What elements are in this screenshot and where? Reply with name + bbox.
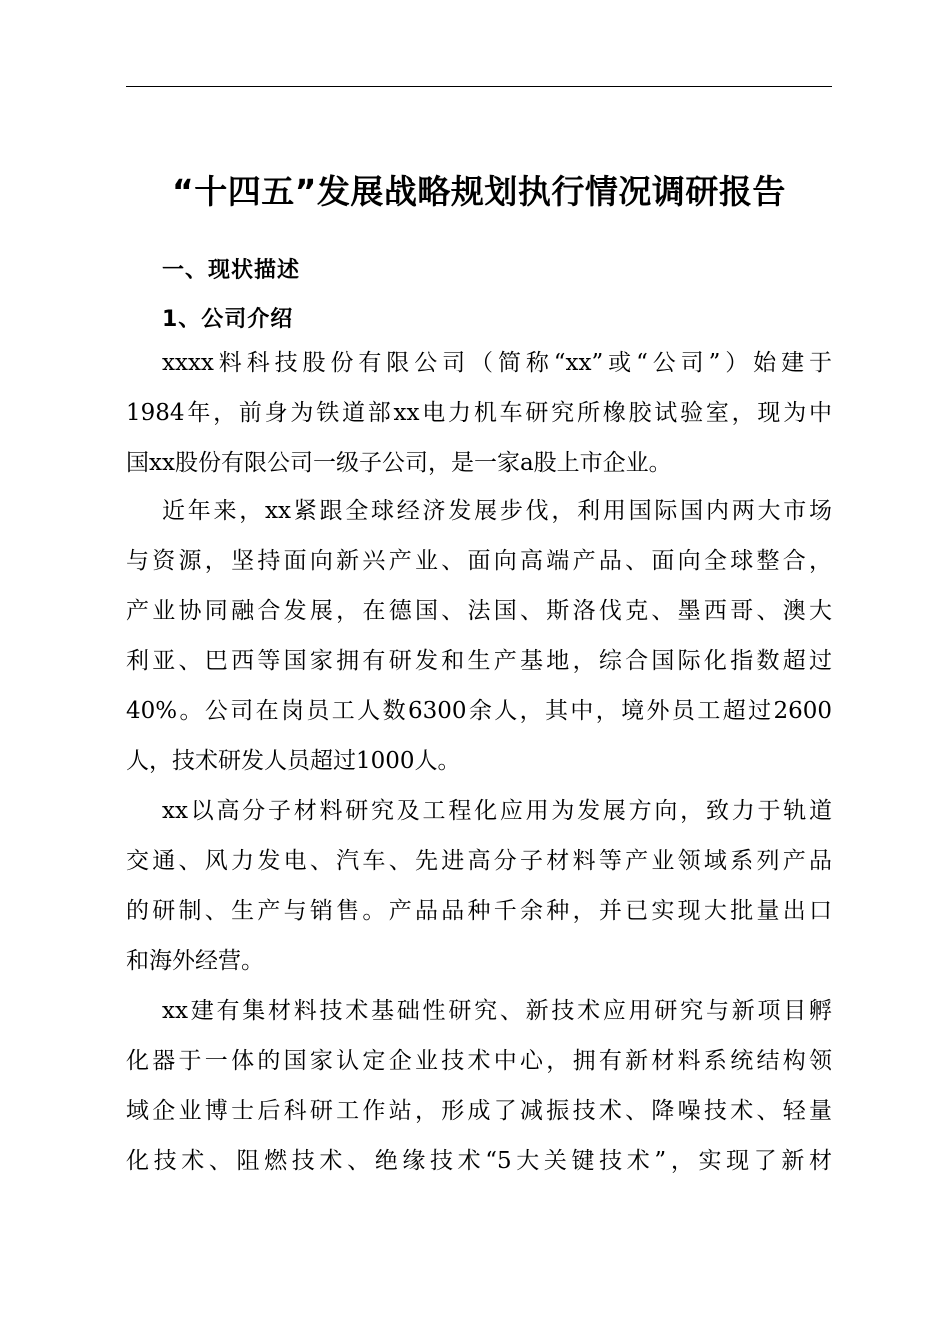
- text-line: 域企业博士后科研工作站，形成了减振技术、降噪技术、轻量: [126, 1098, 832, 1124]
- text-line: 人，技术研发人员超过1000人。: [126, 748, 461, 774]
- text-line: 化技术、阻燃技术、绝缘技术“5大关键技术”，实现了新材: [126, 1148, 832, 1174]
- text-line: 交通、风力发电、汽车、先进高分子材料等产业领域系列产品: [126, 848, 832, 874]
- text-line: xx建有集材料技术基础性研究、新技术应用研究与新项目孵: [162, 998, 832, 1024]
- text-line: 和海外经营。: [126, 948, 264, 974]
- text-line: 40%。公司在岗员工人数6300余人，其中，境外员工超过2600: [126, 698, 832, 724]
- text-line: 1984年，前身为铁道部xx电力机车研究所橡胶试验室，现为中: [126, 400, 832, 426]
- text-line: 利亚、巴西等国家拥有研发和生产基地，综合国际化指数超过: [126, 648, 832, 674]
- text-line: 与资源，坚持面向新兴产业、面向高端产品、面向全球整合，: [126, 548, 832, 574]
- document-title: “十四五”发展战略规划执行情况调研报告: [172, 172, 786, 211]
- text-line: 产业协同融合发展，在德国、法国、斯洛伐克、墨西哥、澳大: [126, 598, 832, 624]
- text-line: 国xx股份有限公司一级子公司，是一家a股上市企业。: [126, 450, 672, 476]
- header-rule: [126, 86, 832, 87]
- paragraph-business-direction: [126, 786, 832, 986]
- text-line: 化器于一体的国家认定企业技术中心，拥有新材料系统结构领: [126, 1048, 832, 1074]
- text-line: xx以高分子材料研究及工程化应用为发展方向，致力于轨道: [162, 798, 832, 824]
- paragraph-global-development: [126, 486, 832, 786]
- text-line: xxxx料科技股份有限公司（简称“xx”或“公司”）始建于: [162, 350, 832, 376]
- subsection-heading: 1、公司介绍: [162, 307, 294, 332]
- paragraph-company-overview: [126, 338, 832, 488]
- paragraph-technology-center: [126, 986, 832, 1186]
- section-heading: 一、现状描述: [162, 258, 301, 283]
- text-line: 的研制、生产与销售。产品品种千余种，并已实现大批量出口: [126, 898, 832, 924]
- text-line: 近年来，xx紧跟全球经济发展步伐，利用国际国内两大市场: [162, 498, 832, 524]
